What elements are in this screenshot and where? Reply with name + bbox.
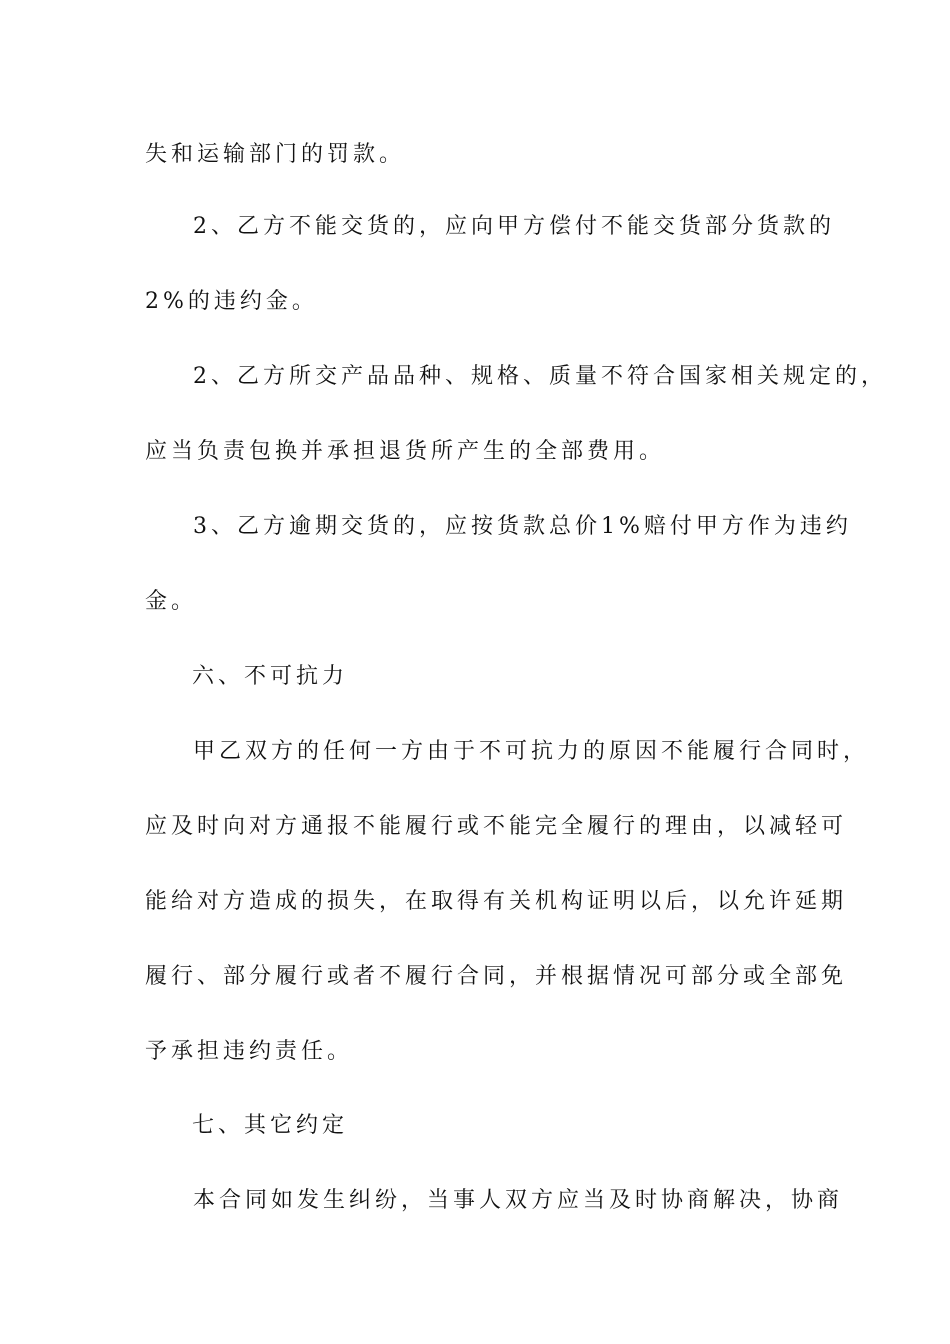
section-heading: 七、其它约定 bbox=[192, 1113, 349, 1138]
text-line: 予承担违约责任。 bbox=[145, 1039, 354, 1064]
text-line: 应及时向对方通报不能履行或不能完全履行的理由，以减轻可 bbox=[145, 814, 848, 839]
text-line: 履行、部分履行或者不履行合同，并根据情况可部分或全部免 bbox=[145, 964, 848, 989]
text-line: 应当负责包换并承担退货所产生的全部费用。 bbox=[145, 439, 666, 464]
text-line: 失和运输部门的罚款。 bbox=[145, 142, 406, 167]
clause-line: 2、乙方所交产品品种、规格、质量不符合国家相关规定的， bbox=[193, 364, 887, 389]
text-line: 2%的违约金。 bbox=[145, 289, 318, 314]
paragraph-line: 甲乙双方的任何一方由于不可抗力的原因不能履行合同时， bbox=[193, 739, 870, 764]
text-line: 能给对方造成的损失，在取得有关机构证明以后，以允许延期 bbox=[145, 889, 848, 914]
text-line: 金。 bbox=[145, 589, 198, 614]
paragraph-line: 本合同如发生纠纷，当事人双方应当及时协商解决，协商 bbox=[193, 1188, 844, 1213]
clause-line: 3、乙方逾期交货的，应按货款总价1%赔付甲方作为违约 bbox=[193, 514, 852, 539]
clause-line: 2、乙方不能交货的，应向甲方偿付不能交货部分货款的 bbox=[193, 214, 835, 239]
section-heading: 六、不可抗力 bbox=[192, 664, 349, 689]
